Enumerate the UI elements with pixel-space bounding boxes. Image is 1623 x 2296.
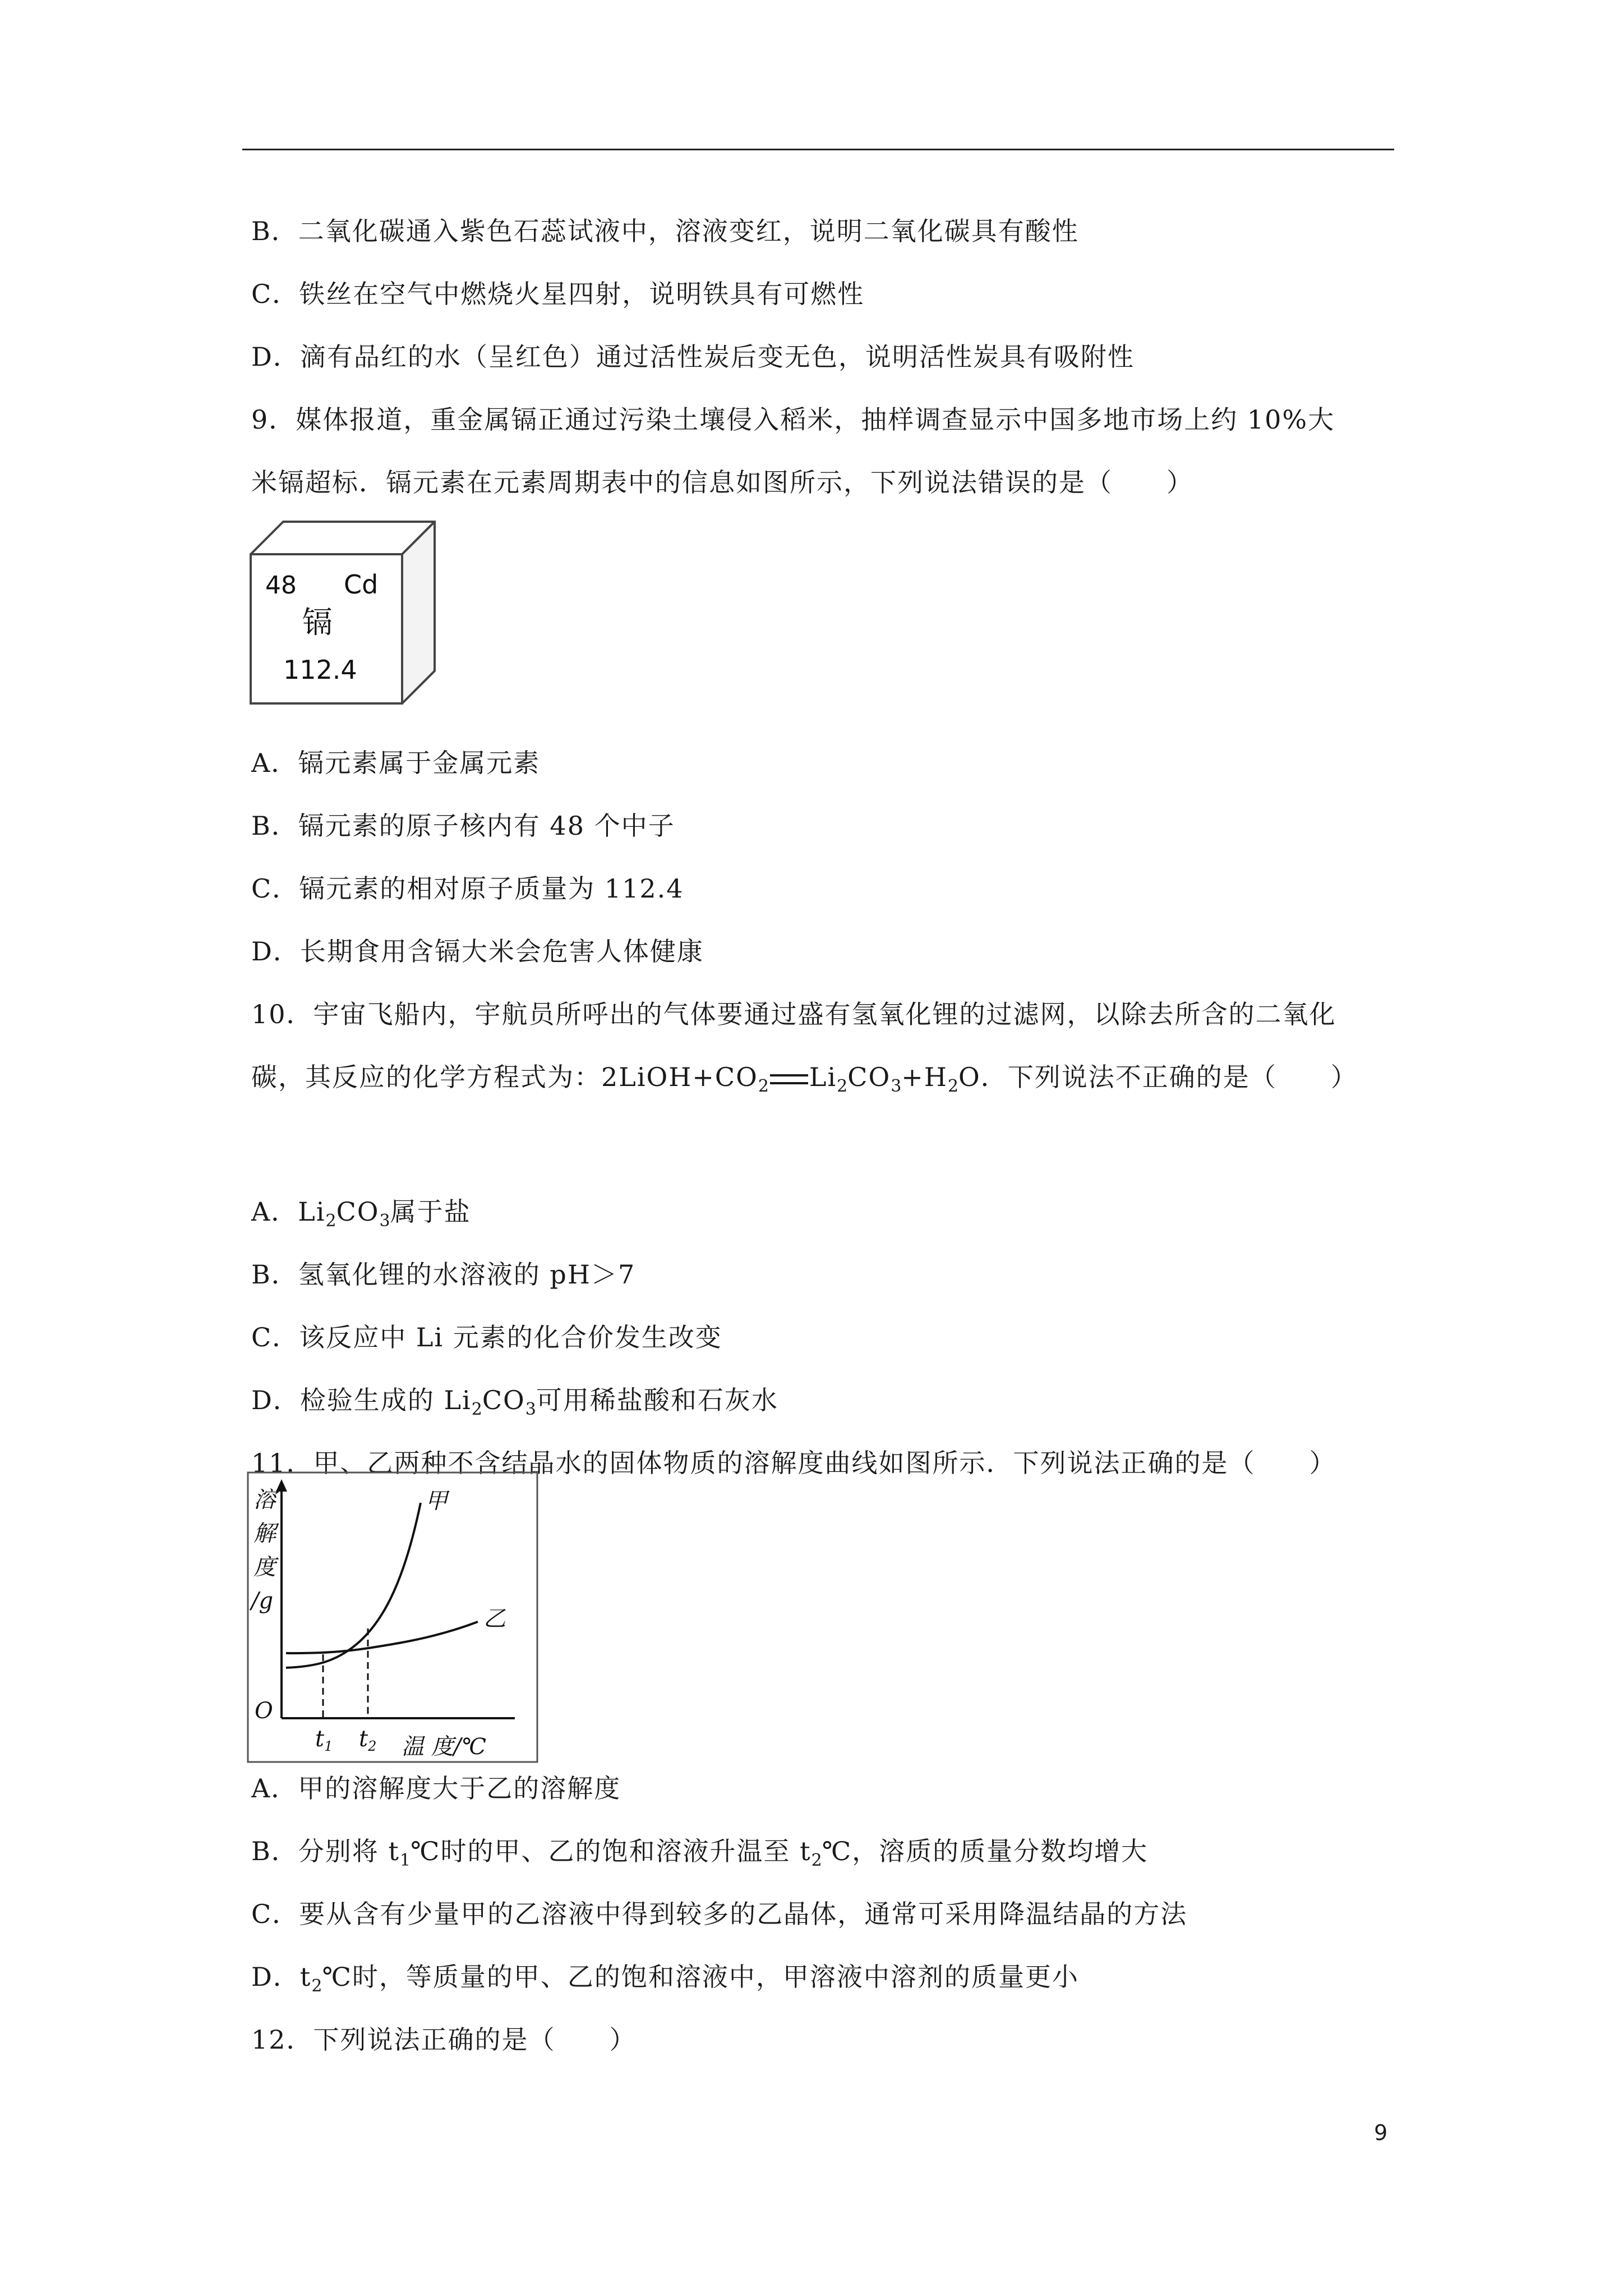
q10-stem-line-1: 10．宇宙飞船内，宇航员所呼出的气体要通过盛有氢氧化锂的过滤网，以除去所含的二氧化 [251, 999, 1336, 1029]
tile-side-face [402, 522, 435, 703]
curve-yi-label: 乙 [483, 1606, 506, 1632]
q10-option-c: C．该反应中 Li 元素的化合价发生改变 [251, 1322, 722, 1352]
q11-stem: 11．甲、乙两种不含结晶水的固体物质的溶解度曲线如图所示．下列说法正确的是（ ） [251, 1448, 1336, 1478]
t2-label: $t_2$ [359, 1726, 377, 1754]
page-number: 9 [1374, 2120, 1388, 2145]
header-rule [242, 149, 1394, 150]
q9-stem-line-1: 9．媒体报道，重金属镉正通过污染土壤侵入稻米，抽样调查显示中国多地市场上约 10%大 [251, 404, 1335, 435]
t1-label: $t_1$ [315, 1726, 333, 1754]
atomic-mass: 112.4 [283, 655, 357, 685]
solubility-curve-figure [247, 1471, 538, 1763]
element-symbol: Cd [344, 569, 379, 600]
q10-stem-line-2: 碳，其反应的化学方程式为：$2LiOH+CO_2$ $Li_2CO_3+H_2O$．下列说法不正确的是（ ） [251, 1062, 1358, 1096]
y-label-char-2: 解 [253, 1521, 276, 1547]
q9-option-c: C．镉元素的相对原子质量为 112.4 [251, 873, 684, 904]
origin-label: O [255, 1698, 273, 1724]
q10-option-d: D．检验生成的 $Li_2CO_3$可用稀盐酸和石灰水 [251, 1385, 778, 1419]
q11-option-c: C．要从含有少量甲的乙溶液中得到较多的乙晶体，通常可采用降温结晶的方法 [251, 1899, 1188, 1929]
q9-stem-line-2: 米镉超标．镉元素在元素周期表中的信息如图所示，下列说法错误的是（ ） [251, 467, 1193, 498]
equals-sign [770, 1074, 808, 1084]
q8-option-b: B．二氧化碳通入紫色石蕊试液中，溶液变红，说明二氧化碳具有酸性 [251, 216, 1079, 246]
curve-yi [286, 1622, 478, 1653]
cadmium-element-tile [250, 521, 436, 705]
q9-option-a: A．镉元素属于金属元素 [251, 748, 541, 778]
q11-option-b: B．分别将 $t_1℃$时的甲、乙的饱和溶液升温至 $t_2℃$，溶质的质量分数均增大 [251, 1836, 1149, 1870]
y-label-char-1: 溶 [253, 1487, 276, 1513]
element-name: 镉 [302, 605, 333, 640]
atomic-number: 48 [265, 571, 297, 600]
q9-option-b: B．镉元素的原子核内有 48 个中子 [251, 811, 675, 841]
q10-option-b: B．氢氧化锂的水溶液的 pH＞7 [251, 1259, 636, 1290]
q11-option-d: D．$t_2℃$时，等质量的甲、乙的饱和溶液中，甲溶液中溶剂的质量更小 [251, 1962, 1079, 1996]
q12-stem: 12．下列说法正确的是（ ） [251, 2024, 637, 2055]
q9-option-d: D．长期食用含镉大米会危害人体健康 [251, 936, 704, 967]
q11-option-a: A．甲的溶解度大于乙的溶解度 [251, 1773, 621, 1803]
x-axis-label: 温 度/℃ [402, 1734, 486, 1760]
q8-option-c: C．铁丝在空气中燃烧火星四射，说明铁具有可燃性 [251, 279, 865, 309]
q10-option-a: A．$Li_2CO_3$属于盐 [251, 1197, 471, 1231]
y-label-unit: /g [251, 1588, 274, 1614]
y-axis-arrow [276, 1479, 287, 1492]
q8-option-d: D．滴有品红的水（呈红色）通过活性炭后变无色，说明活性炭具有吸附性 [251, 342, 1135, 372]
curve-jia-label: 甲 [425, 1488, 448, 1514]
y-label-char-3: 度 [253, 1554, 276, 1580]
